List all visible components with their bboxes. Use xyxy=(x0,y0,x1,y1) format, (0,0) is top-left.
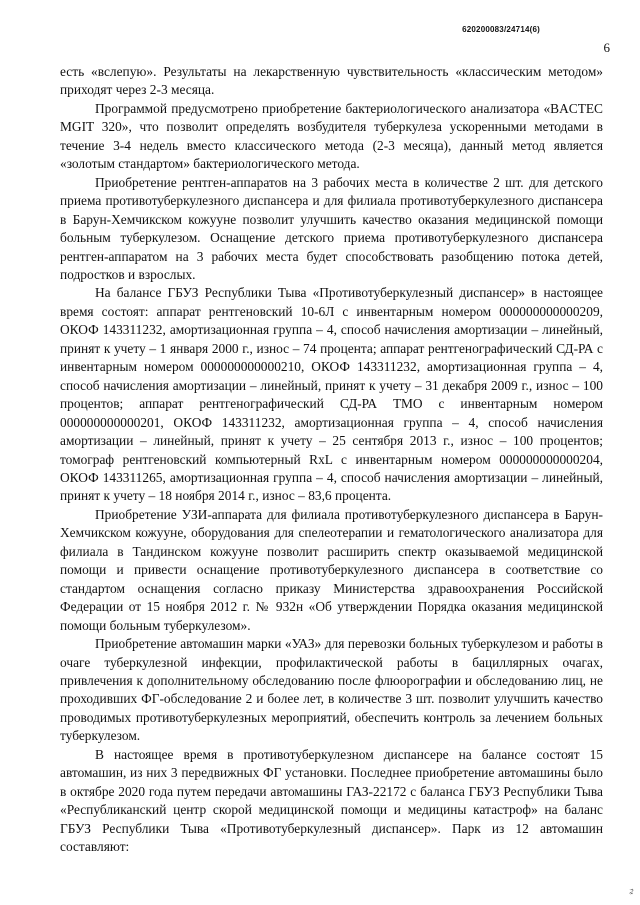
paragraph: На балансе ГБУЗ Республики Тыва «Противотуберкулезный диспансер» в настоящее время состоят: аппарат рентгеновский 10-6Л с инвентарным номером 000000000000209, ОКОФ 143311232, амортизационная группа – 4, способ начисления амортизации – линейный, принят к учету – 1 января 2000 г., износ – 74 процента; аппарат рентгенографический СД-РА с инвентарным номером 000000000000210, ОКОФ 143311232, амортизационная группа – 4, способ начисления амортизации – линейный, принят к учету – 31 декабря 2009 г., износ – 100 процентов; аппарат рентгенографический СД-РА ТМО с инвентарным номером 000000000000201, ОКОФ 143311232, амортизационная группа – 4, способ начисления амортизации – линейный, принят к учету – 25 сентября 2013 г., износ – 100 процентов; томограф рентгеновский компьютерный RxL с инвентарным номером 000000000000204, ОКОФ 143311265, амортизационная группа – 4, способ начисления амортизации – линейный, принят к учету – 18 ноября 2014 г., износ – 83,6 процента. xyxy=(60,285,603,504)
paragraph: Приобретение УЗИ-аппарата для филиала противотуберкулезного диспансера в Барун-Хемчикском кожууне, оборудования для спелеотерапии и гематологического анализатора для филиала в Тандинском кожууне позволит расширить спектр оказываемой медицинской помощи и привести оснащение противотуберкулезного диспансера в соответствие со стандартом оснащения согласно приказу Министерства здравоохранения Российской Федерации от 15 ноября 2012 г. № 932н «Об утверждении Порядка оказания медицинской помощи больным туберкулезом». xyxy=(60,506,603,633)
document-body xyxy=(60,63,603,856)
paragraph: В настоящее время в противотуберкулезном диспансере на балансе состоят 15 автомашин, из них 3 передвижных ФГ установки. Последнее приобретение автомашины было в октябре 2020 года путем передачи автомашины ГАЗ-22172 с баланса ГБУЗ Республики Тыва «Республиканский центр скорой медицинской помощи и медицины катастроф» на баланс ГБУЗ Республики Тыва «Противотуберкулезный диспансер». Парк из 12 автомашин составляют: xyxy=(60,746,603,855)
paragraph: есть «вслепую». Результаты на лекарственную чувствительность «классическим методом» приходят через 2-3 месяца. xyxy=(60,64,603,98)
paragraph: Приобретение автомашин марки «УАЗ» для перевозки больных туберкулезом и работы в очаге туберкулезной инфекции, профилактической работы в бациллярных очагах, привлечения к дополнительному обследованию после флюорографии и обследованию лиц, не проходивших ФГ-обследование 2 и более лет, в количестве 3 шт. позволит улучшить качество проводимых противотуберкулезных мероприятий, обеспечить контроль за лечением больных туберкулезом. xyxy=(60,636,603,744)
handwritten-margin-mark: 𝓇𝓈 xyxy=(624,887,636,896)
paragraph: Приобретение рентген-аппаратов на 3 рабочих места в количестве 2 шт. для детского приема противотуберкулезного диспансера и для филиала противотуберкулезного диспансера в Барун-Хемчикском кожууне позволит улучшить качество оказания медицинской помощи больным туберкулезом. Оснащение детского приема противотуберкулезного диспансера рентген-аппаратом на 3 рабочих места будет способствовать разобщению потока детей, подростков и взрослых. xyxy=(60,174,603,282)
document-registration-number: 620200083/24714(6) xyxy=(462,25,540,34)
page-number: 6 xyxy=(603,40,610,55)
paragraph: Программой предусмотрено приобретение бактериологического анализатора «BACTEC MGIT 320», что позволит определять возбудителя туберкулеза ускоренными методами в течение 3-4 недель вместо классического метода (2-3 месяца), данный метод является «золотым стандартом» бактериологического метода. xyxy=(60,100,603,172)
